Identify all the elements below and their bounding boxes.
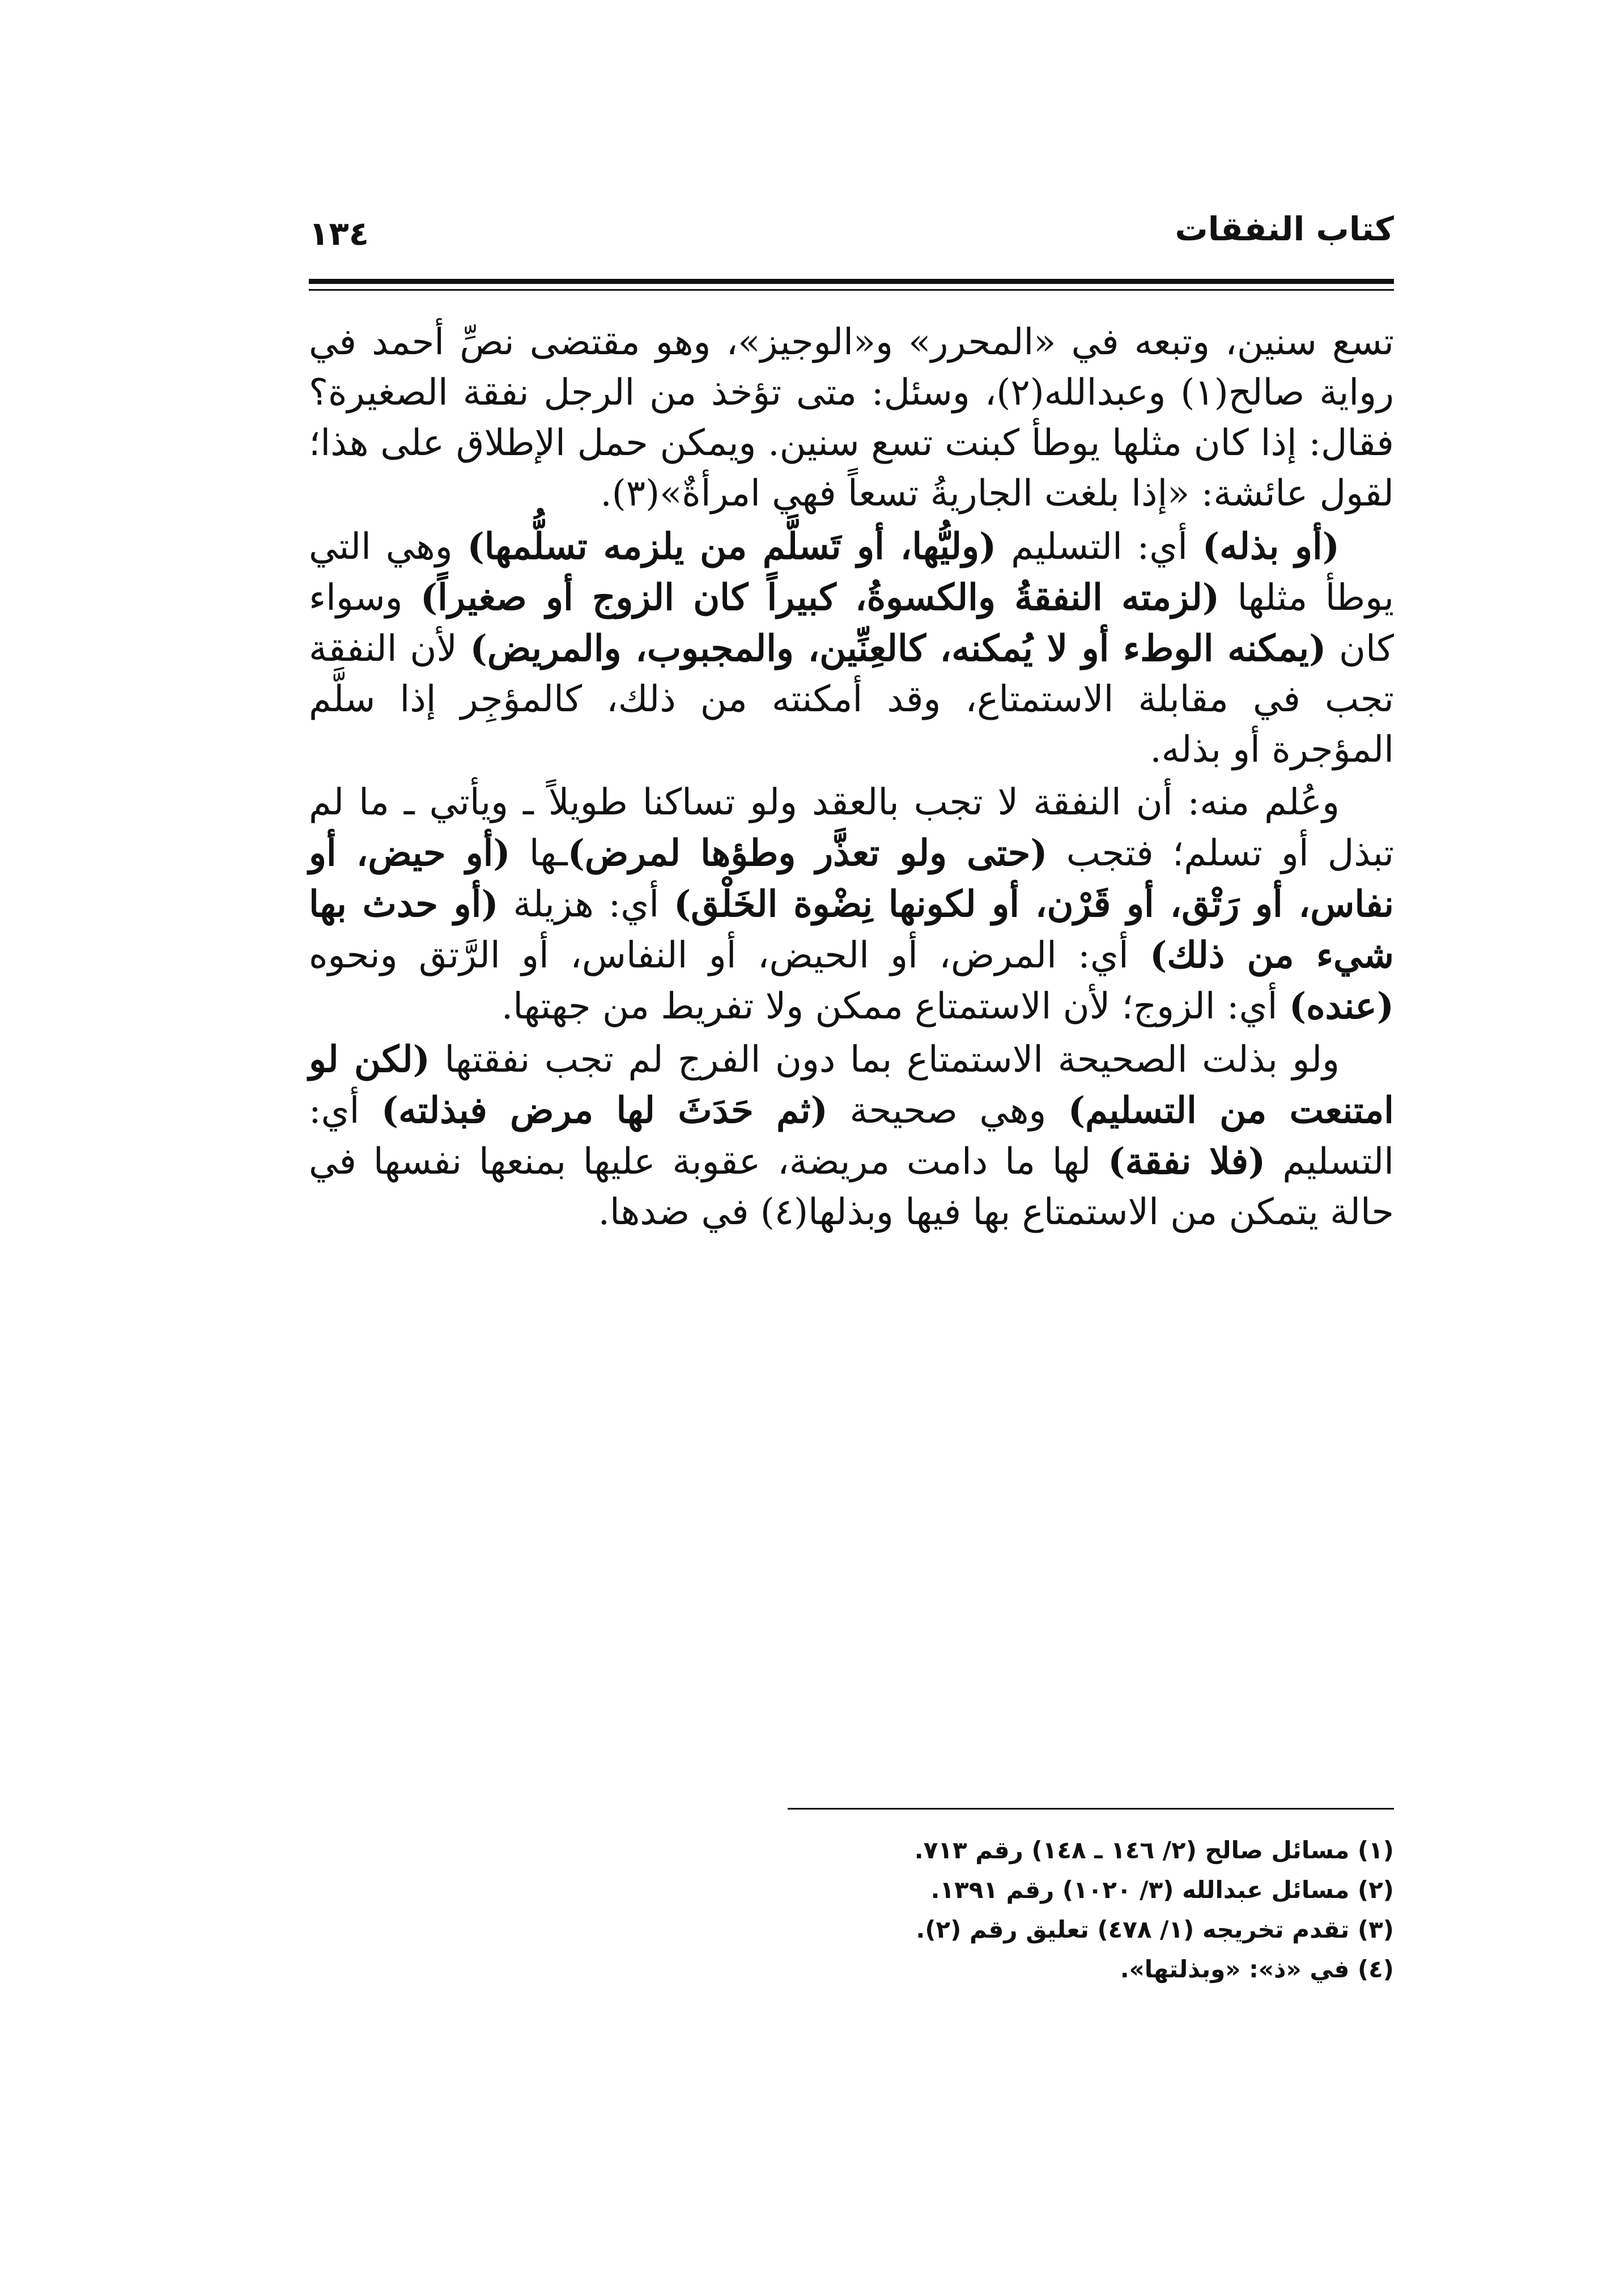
paragraph-3 (309, 778, 1394, 1032)
paragraph-4 (309, 1034, 1394, 1238)
matn-text: (لزمته النفقةُ والكسوةُ، كبيراً كان الزوج أو صغيراً) (420, 576, 1220, 619)
sharh-text: أي: التسليم (309, 1090, 1395, 1183)
sharh-text: وهي التي يوطأ مثلها (309, 526, 1395, 619)
matn-text: (لكن لو امتنعت من التسليم) (309, 1038, 1395, 1132)
matn-text: (فلا نفقة) (1108, 1140, 1266, 1183)
footnote: (٣) تقدم تخريجه (١/ ٤٧٨) تعليق رقم (٢). (916, 1916, 1394, 1943)
matn-text: (وليُّها، أو تَسلَّم من يلزمه تسلُّمها) (467, 525, 997, 568)
sharh-text: أي: الزوج؛ لأن الاستمتاع ممكن ولا تفريط من جهتها. (501, 986, 1289, 1027)
page-number: ١٣٤ (309, 214, 369, 253)
footnote: (١) مسائل صالح (٢/ ١٤٦ ـ ١٤٨) رقم ٧١٣. (914, 1836, 1394, 1864)
sharh-text: ولو بذلت الصحيحة الاستمتاع بما دون الفرج لم تجب نفقتها (430, 1039, 1340, 1081)
sharh-text: وهي صحيحة (827, 1090, 1068, 1132)
matn-text: (يمكنه الوطء أو لا يُمكنه، كالعِنِّين، والمجبوب، والمريض) (470, 627, 1327, 670)
sharh-text: أي: هزيلة (498, 884, 674, 925)
main-text (309, 317, 1394, 1240)
footnote: (٢) مسائل عبدالله (٣/ ١٠٢٠) رقم ١٣٩١. (930, 1876, 1394, 1904)
sharh-text: وسواء كان (309, 577, 1394, 670)
footnote-separator (788, 1808, 1394, 1810)
sharh-text: وعُلم منه: أن النفقة لا تجب بالعقد ولو تساكنا طويلاً ـ ويأتي ـ ما لم تبذل أو تسلم؛ فتجب (309, 782, 1395, 874)
matn-text: (عنده) (1289, 985, 1394, 1027)
matn-text: (أو بذله) (1202, 525, 1340, 568)
paragraph-2 (309, 521, 1394, 775)
header-rule-thick (309, 279, 1394, 284)
running-header (309, 204, 1394, 266)
footnote: (٤) في «ذ»: «وبذلتها». (1120, 1955, 1394, 1983)
sharh-text: لأن النفقة تجب في مقابلة الاستمتاع، وقد أمكنته من ذلك، كالمؤجِر إذا سلَّم المؤجرة أو بذله. (309, 628, 1394, 771)
sharh-text: لها ما دامت مريضة، عقوبة عليها بمنعها نفسها في حالة يتمكن من الاستمتاع بها فيها وبذلها(٤) في ضدها. (309, 1141, 1394, 1233)
matn-text: (أو حيض، أو نفاس، أو رَتْق، أو قَرْن، أو لكونها نِضْوة الخَلْق) (309, 832, 1395, 925)
matn-text: (أو حدث بها شيء من ذلك) (309, 883, 1395, 976)
chapter-title: كتاب النفقات (1175, 210, 1394, 248)
matn-text: (ثم حَدَثَ لها مرض فبذلته) (381, 1089, 828, 1132)
paragraph-1: تسع سنين، وتبعه في «المحرر» و«الوجيز»، وهو مقتضى نصِّ أحمد في رواية صالح(١) وعبدالله(٢)، وسئل: متى تؤخذ من الرجل نفقة الصغيرة؟ فقال: إذا كان مثلها يوطأ كبنت تسع سنين. ويمكن حمل الإطلاق على هذا؛ لقول عائشة: «إذا بلغت الجاريةُ تسعاً فهي امرأةٌ»(٣). (309, 321, 1394, 515)
sharh-text: ـها (510, 833, 568, 874)
matn-text: (حتى ولو تعذَّر وطؤها لمرض) (567, 832, 1048, 874)
header-rule-thin (309, 289, 1394, 291)
sharh-text: أي: المرض، أو الحيض، أو النفاس، أو الرَّتق ونحوه (309, 935, 1150, 976)
footnotes (309, 1831, 1394, 1989)
sharh-text: أي: التسليم (996, 526, 1202, 568)
